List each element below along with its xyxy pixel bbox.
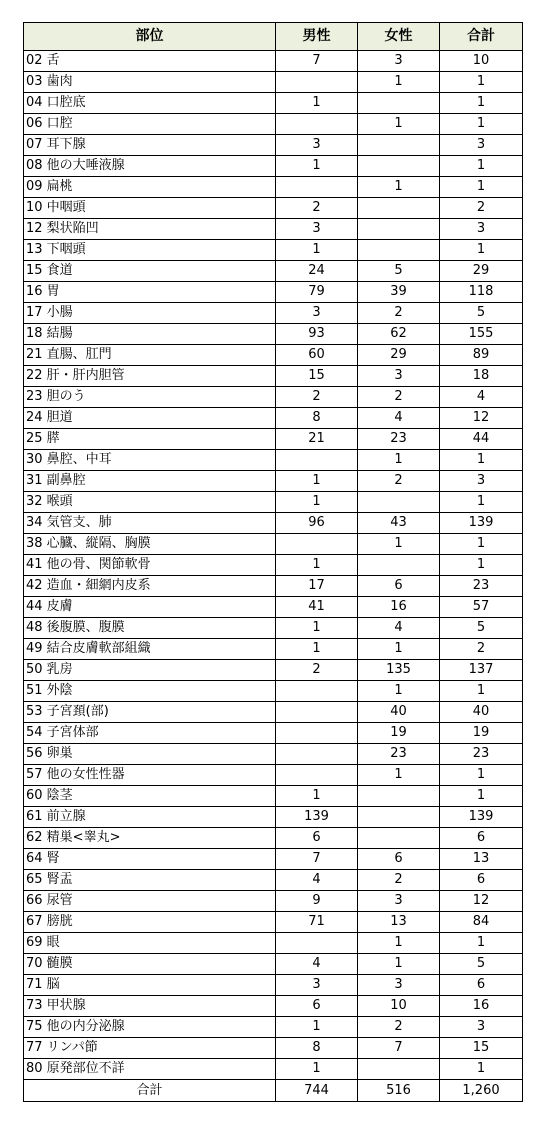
cell-female <box>358 1059 440 1080</box>
cell-female: 1 <box>358 114 440 135</box>
cell-female: 4 <box>358 618 440 639</box>
cell-site: 62 精巣<睾丸> <box>24 828 276 849</box>
table-row <box>24 261 523 282</box>
cell-male: 71 <box>276 912 358 933</box>
cell-site: 71 脳 <box>24 975 276 996</box>
table-row <box>24 1059 523 1080</box>
cell-male: 3 <box>276 219 358 240</box>
cell-male: 1 <box>276 639 358 660</box>
cell-female: 23 <box>358 744 440 765</box>
cell-male: 7 <box>276 849 358 870</box>
table-row <box>24 114 523 135</box>
table-row <box>24 156 523 177</box>
cell-male: 3 <box>276 135 358 156</box>
cell-female: 2 <box>358 303 440 324</box>
cell-site: 75 他の内分泌腺 <box>24 1017 276 1038</box>
cell-female: 62 <box>358 324 440 345</box>
cell-site: 08 他の大唾液腺 <box>24 156 276 177</box>
cell-total: 2 <box>440 639 523 660</box>
table-row <box>24 996 523 1017</box>
cell-site: 06 口腔 <box>24 114 276 135</box>
table-row <box>24 429 523 450</box>
table-row <box>24 198 523 219</box>
cell-total: 4 <box>440 387 523 408</box>
cell-male: 1 <box>276 240 358 261</box>
table-row <box>24 471 523 492</box>
cell-female <box>358 828 440 849</box>
cell-male <box>276 72 358 93</box>
cell-male: 60 <box>276 345 358 366</box>
table-row <box>24 534 523 555</box>
cell-male: 17 <box>276 576 358 597</box>
cell-site: 22 肝・肝内胆管 <box>24 366 276 387</box>
cell-site: 04 口腔底 <box>24 93 276 114</box>
cell-female: 1 <box>358 681 440 702</box>
cell-total: 23 <box>440 576 523 597</box>
cell-site: 48 後腹膜、腹膜 <box>24 618 276 639</box>
cell-site: 42 造血・細網内皮系 <box>24 576 276 597</box>
cell-site: 80 原発部位不詳 <box>24 1059 276 1080</box>
table-row <box>24 1017 523 1038</box>
cell-male: 3 <box>276 303 358 324</box>
total-row <box>24 1080 523 1102</box>
cell-male <box>276 765 358 786</box>
cell-male: 79 <box>276 282 358 303</box>
cell-total: 15 <box>440 1038 523 1059</box>
total-sum: 1,260 <box>440 1080 523 1102</box>
cell-total: 6 <box>440 828 523 849</box>
cell-total: 84 <box>440 912 523 933</box>
cell-female <box>358 156 440 177</box>
cell-site: 53 子宮頚(部) <box>24 702 276 723</box>
cell-site: 50 乳房 <box>24 660 276 681</box>
cell-male <box>276 450 358 471</box>
cell-female: 29 <box>358 345 440 366</box>
cell-total: 137 <box>440 660 523 681</box>
cell-site: 66 尿管 <box>24 891 276 912</box>
cell-site: 38 心臓、縦隔、胸膜 <box>24 534 276 555</box>
cell-male: 21 <box>276 429 358 450</box>
cell-site: 54 子宮体部 <box>24 723 276 744</box>
cell-total: 1 <box>440 72 523 93</box>
cell-site: 61 前立腺 <box>24 807 276 828</box>
cell-female: 19 <box>358 723 440 744</box>
cell-male: 4 <box>276 870 358 891</box>
cell-total: 1 <box>440 93 523 114</box>
table-row <box>24 681 523 702</box>
cell-total: 1 <box>440 450 523 471</box>
cell-total: 5 <box>440 618 523 639</box>
table-row <box>24 576 523 597</box>
table-row <box>24 513 523 534</box>
cell-female <box>358 492 440 513</box>
table-row <box>24 723 523 744</box>
cell-site: 21 直腸、肛門 <box>24 345 276 366</box>
total-female: 516 <box>358 1080 440 1102</box>
cell-female: 3 <box>358 891 440 912</box>
table-row <box>24 177 523 198</box>
cell-site: 02 舌 <box>24 51 276 72</box>
cell-site: 15 食道 <box>24 261 276 282</box>
cell-total: 3 <box>440 219 523 240</box>
cell-male <box>276 114 358 135</box>
cell-female <box>358 219 440 240</box>
table-row <box>24 492 523 513</box>
table-row <box>24 597 523 618</box>
cell-female: 13 <box>358 912 440 933</box>
table-row <box>24 744 523 765</box>
header-female: 女性 <box>358 23 440 51</box>
table-row <box>24 828 523 849</box>
cell-total: 18 <box>440 366 523 387</box>
cell-total: 1 <box>440 492 523 513</box>
cell-female: 1 <box>358 177 440 198</box>
cell-female: 1 <box>358 765 440 786</box>
cell-male: 93 <box>276 324 358 345</box>
table-row <box>24 912 523 933</box>
cell-total: 5 <box>440 303 523 324</box>
cell-total: 6 <box>440 870 523 891</box>
table-row <box>24 240 523 261</box>
cell-female <box>358 240 440 261</box>
cell-female: 6 <box>358 576 440 597</box>
cell-female: 2 <box>358 1017 440 1038</box>
table-row <box>24 702 523 723</box>
table-row <box>24 765 523 786</box>
cell-female: 6 <box>358 849 440 870</box>
cell-male: 24 <box>276 261 358 282</box>
table-row <box>24 303 523 324</box>
table-row <box>24 345 523 366</box>
cell-female: 2 <box>358 471 440 492</box>
table-row <box>24 324 523 345</box>
cell-male <box>276 702 358 723</box>
cell-male: 15 <box>276 366 358 387</box>
cell-female: 2 <box>358 387 440 408</box>
cell-male: 7 <box>276 51 358 72</box>
cell-male: 6 <box>276 828 358 849</box>
cell-site: 67 膀胱 <box>24 912 276 933</box>
cell-site: 30 鼻腔、中耳 <box>24 450 276 471</box>
cell-total: 1 <box>440 933 523 954</box>
table-row <box>24 93 523 114</box>
table-row <box>24 975 523 996</box>
cell-female: 1 <box>358 534 440 555</box>
cell-female <box>358 807 440 828</box>
cell-female: 10 <box>358 996 440 1017</box>
cell-female <box>358 786 440 807</box>
cell-male <box>276 933 358 954</box>
cell-female: 7 <box>358 1038 440 1059</box>
cell-site: 73 甲状腺 <box>24 996 276 1017</box>
cell-female <box>358 198 440 219</box>
cell-female: 39 <box>358 282 440 303</box>
cell-male: 6 <box>276 996 358 1017</box>
cell-total: 1 <box>440 681 523 702</box>
cell-male: 1 <box>276 156 358 177</box>
table-row <box>24 366 523 387</box>
cell-female <box>358 93 440 114</box>
cell-total: 1 <box>440 156 523 177</box>
table-row <box>24 555 523 576</box>
cell-male: 96 <box>276 513 358 534</box>
cell-site: 34 気管支、肺 <box>24 513 276 534</box>
cell-female: 5 <box>358 261 440 282</box>
cell-male: 2 <box>276 198 358 219</box>
cell-female: 4 <box>358 408 440 429</box>
cell-male: 1 <box>276 492 358 513</box>
header-male: 男性 <box>276 23 358 51</box>
cell-male: 4 <box>276 954 358 975</box>
table-row <box>24 933 523 954</box>
cell-total: 1 <box>440 114 523 135</box>
cell-male: 139 <box>276 807 358 828</box>
cell-site: 64 腎 <box>24 849 276 870</box>
cell-total: 13 <box>440 849 523 870</box>
cell-total: 1 <box>440 765 523 786</box>
cell-male: 1 <box>276 1059 358 1080</box>
cell-total: 1 <box>440 1059 523 1080</box>
cell-total: 19 <box>440 723 523 744</box>
table-row <box>24 891 523 912</box>
cell-male: 2 <box>276 387 358 408</box>
header-row <box>24 23 523 51</box>
cell-site: 60 陰茎 <box>24 786 276 807</box>
cell-site: 23 胆のう <box>24 387 276 408</box>
cell-male: 9 <box>276 891 358 912</box>
cell-site: 25 膵 <box>24 429 276 450</box>
cell-male: 8 <box>276 1038 358 1059</box>
cell-total: 6 <box>440 975 523 996</box>
table-row <box>24 135 523 156</box>
cell-female: 3 <box>358 51 440 72</box>
cell-total: 3 <box>440 471 523 492</box>
cell-female: 135 <box>358 660 440 681</box>
table-row <box>24 786 523 807</box>
table-row <box>24 51 523 72</box>
cell-total: 57 <box>440 597 523 618</box>
cell-site: 16 胃 <box>24 282 276 303</box>
cell-total: 1 <box>440 177 523 198</box>
table-row <box>24 618 523 639</box>
cell-female: 3 <box>358 975 440 996</box>
cell-total: 3 <box>440 1017 523 1038</box>
cell-female: 40 <box>358 702 440 723</box>
cell-total: 118 <box>440 282 523 303</box>
cell-site: 12 梨状陥凹 <box>24 219 276 240</box>
cell-total: 89 <box>440 345 523 366</box>
cell-total: 139 <box>440 807 523 828</box>
cell-total: 10 <box>440 51 523 72</box>
cell-site: 03 歯肉 <box>24 72 276 93</box>
cell-male <box>276 744 358 765</box>
cell-female: 1 <box>358 72 440 93</box>
cell-site: 49 結合皮膚軟部組織 <box>24 639 276 660</box>
cell-site: 41 他の骨、関節軟骨 <box>24 555 276 576</box>
table-row <box>24 282 523 303</box>
total-label: 合計 <box>24 1080 276 1102</box>
cell-site: 13 下咽頭 <box>24 240 276 261</box>
total-male: 744 <box>276 1080 358 1102</box>
cell-male <box>276 177 358 198</box>
cell-total: 12 <box>440 408 523 429</box>
cell-total: 5 <box>440 954 523 975</box>
cell-female: 1 <box>358 954 440 975</box>
header-site: 部位 <box>24 23 276 51</box>
table-row <box>24 660 523 681</box>
cell-site: 09 扁桃 <box>24 177 276 198</box>
cancer-site-table <box>23 22 523 1102</box>
cell-total: 1 <box>440 534 523 555</box>
table-row <box>24 387 523 408</box>
table-body <box>24 51 523 1080</box>
cell-total: 1 <box>440 786 523 807</box>
cell-total: 1 <box>440 240 523 261</box>
cell-site: 31 副鼻腔 <box>24 471 276 492</box>
cell-total: 2 <box>440 198 523 219</box>
table-row <box>24 219 523 240</box>
header-total: 合計 <box>440 23 523 51</box>
cell-site: 77 リンパ節 <box>24 1038 276 1059</box>
cell-site: 70 髄膜 <box>24 954 276 975</box>
cell-male: 1 <box>276 555 358 576</box>
cell-male: 1 <box>276 618 358 639</box>
cell-site: 44 皮膚 <box>24 597 276 618</box>
cell-male: 1 <box>276 93 358 114</box>
cell-site: 24 胆道 <box>24 408 276 429</box>
table-row <box>24 1038 523 1059</box>
table-row <box>24 849 523 870</box>
cell-site: 56 卵巣 <box>24 744 276 765</box>
cell-female <box>358 135 440 156</box>
cell-total: 155 <box>440 324 523 345</box>
cell-site: 32 喉頭 <box>24 492 276 513</box>
cell-female: 23 <box>358 429 440 450</box>
cell-site: 10 中咽頭 <box>24 198 276 219</box>
cell-site: 69 眼 <box>24 933 276 954</box>
cell-site: 07 耳下腺 <box>24 135 276 156</box>
cell-female: 1 <box>358 933 440 954</box>
cell-site: 51 外陰 <box>24 681 276 702</box>
cell-male: 2 <box>276 660 358 681</box>
table-row <box>24 870 523 891</box>
table-row <box>24 72 523 93</box>
cell-total: 12 <box>440 891 523 912</box>
cell-total: 139 <box>440 513 523 534</box>
cell-total: 3 <box>440 135 523 156</box>
cell-male: 1 <box>276 1017 358 1038</box>
cell-female: 16 <box>358 597 440 618</box>
cell-total: 1 <box>440 555 523 576</box>
cell-female: 3 <box>358 366 440 387</box>
table-row <box>24 408 523 429</box>
cell-male <box>276 681 358 702</box>
cell-total: 29 <box>440 261 523 282</box>
cell-female: 2 <box>358 870 440 891</box>
cell-total: 23 <box>440 744 523 765</box>
cell-female: 1 <box>358 450 440 471</box>
cell-male: 1 <box>276 471 358 492</box>
cell-female: 43 <box>358 513 440 534</box>
cell-female <box>358 555 440 576</box>
cell-female: 1 <box>358 639 440 660</box>
cell-male: 1 <box>276 786 358 807</box>
cell-total: 44 <box>440 429 523 450</box>
table-row <box>24 639 523 660</box>
cell-male <box>276 534 358 555</box>
cell-male: 41 <box>276 597 358 618</box>
table-row <box>24 807 523 828</box>
cell-site: 57 他の女性性器 <box>24 765 276 786</box>
cell-male: 3 <box>276 975 358 996</box>
cell-male <box>276 723 358 744</box>
cell-site: 18 結腸 <box>24 324 276 345</box>
cell-total: 40 <box>440 702 523 723</box>
table-row <box>24 954 523 975</box>
cell-site: 65 腎盂 <box>24 870 276 891</box>
cell-site: 17 小腸 <box>24 303 276 324</box>
table-row <box>24 450 523 471</box>
cell-male: 8 <box>276 408 358 429</box>
cell-total: 16 <box>440 996 523 1017</box>
